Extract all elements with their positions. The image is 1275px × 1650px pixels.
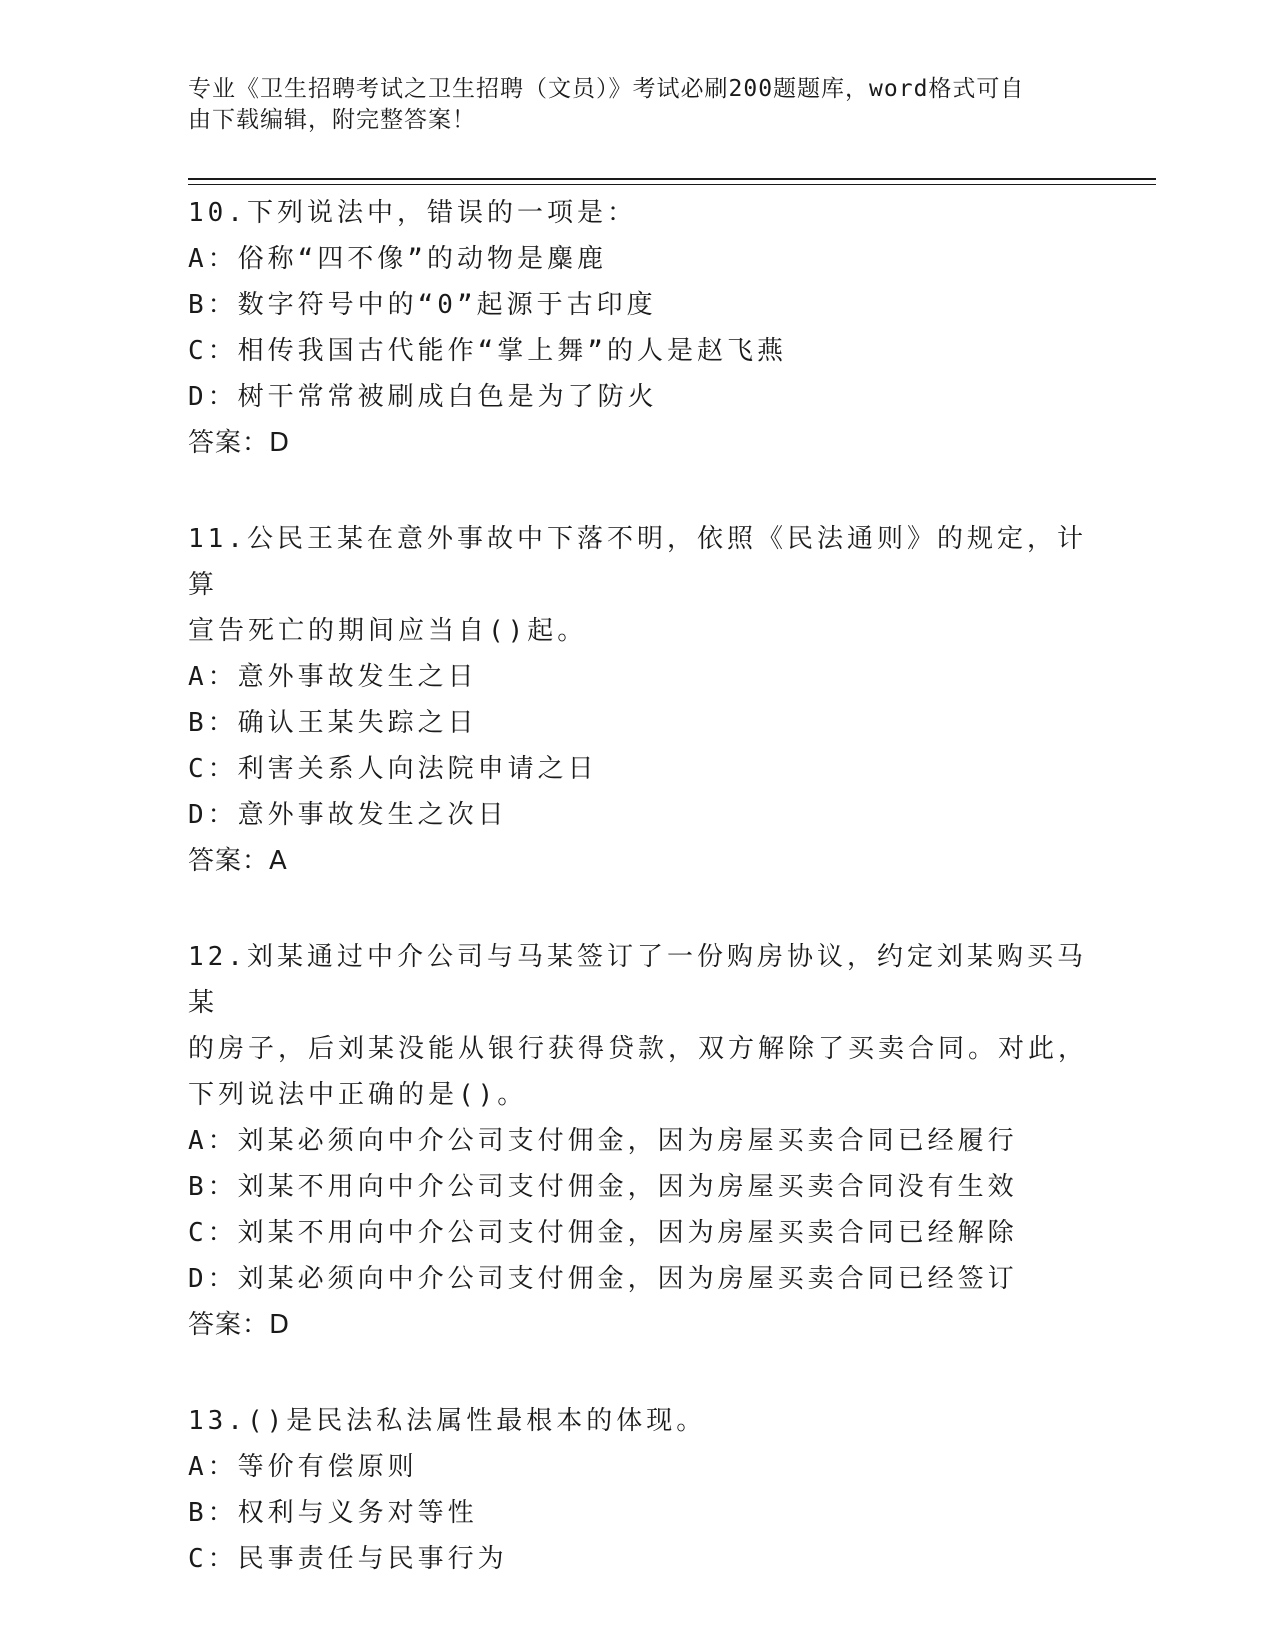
option-c: C：刘某不用向中介公司支付佣金，因为房屋买卖合同已经解除 — [188, 1218, 1018, 1248]
header-line-2: 由下载编辑，附完整答案！ — [188, 107, 476, 133]
question-13 — [188, 1398, 1088, 1582]
question-stem: 10.下列说法中，错误的一项是： — [188, 198, 637, 228]
option-c: C：民事责任与民事行为 — [188, 1544, 508, 1574]
question-stem: 12.刘某通过中介公司与马某签订了一份购房协议，约定刘某购买马某 — [188, 942, 1087, 1018]
question-stem-continued: 下列说法中正确的是()。 — [188, 1080, 528, 1110]
question-list — [188, 190, 1088, 1632]
option-b: B：确认王某失踪之日 — [188, 708, 478, 738]
option-b: B：权利与义务对等性 — [188, 1498, 478, 1528]
option-d: D：意外事故发生之次日 — [188, 800, 508, 830]
header-divider-thin — [188, 184, 1156, 185]
question-10 — [188, 190, 1088, 466]
answer-line: 答案：A — [188, 846, 288, 876]
option-a: A：等价有偿原则 — [188, 1452, 418, 1482]
question-12 — [188, 934, 1088, 1348]
option-d: D：刘某必须向中介公司支付佣金，因为房屋买卖合同已经签订 — [188, 1264, 1018, 1294]
option-c: C：利害关系人向法院申请之日 — [188, 754, 598, 784]
option-b: B：刘某不用向中介公司支付佣金，因为房屋买卖合同没有生效 — [188, 1172, 1018, 1202]
question-11 — [188, 516, 1088, 884]
option-d: D：树干常常被刷成白色是为了防火 — [188, 382, 658, 412]
header-divider-thick — [188, 178, 1156, 180]
option-a: A：俗称“四不像”的动物是麋鹿 — [188, 244, 607, 274]
answer-line: 答案：D — [188, 1310, 291, 1340]
question-stem-continued: 宣告死亡的期间应当自()起。 — [188, 616, 588, 646]
option-a: A：刘某必须向中介公司支付佣金，因为房屋买卖合同已经履行 — [188, 1126, 1018, 1156]
option-a: A：意外事故发生之日 — [188, 662, 478, 692]
document-header — [188, 74, 1088, 136]
header-line-1: 专业《卫生招聘考试之卫生招聘（文员）》考试必刷200题题库，word格式可自 — [188, 76, 1025, 102]
answer-line: 答案：D — [188, 428, 291, 458]
question-stem: 13.()是民法私法属性最根本的体现。 — [188, 1406, 707, 1436]
question-stem-continued: 的房子，后刘某没能从银行获得贷款，双方解除了买卖合同。对此， — [188, 1034, 1089, 1064]
question-stem: 11.公民王某在意外事故中下落不明，依照《民法通则》的规定，计算 — [188, 524, 1087, 600]
option-b: B：数字符号中的“0”起源于古印度 — [188, 290, 657, 320]
option-c: C：相传我国古代能作“掌上舞”的人是赵飞燕 — [188, 336, 787, 366]
